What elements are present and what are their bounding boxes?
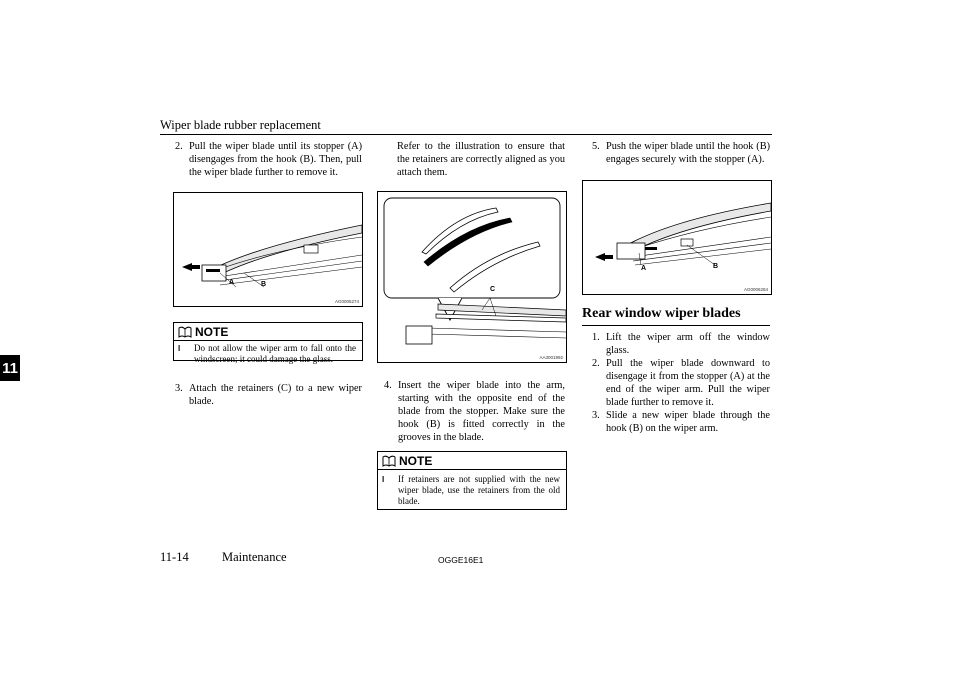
figure-code: AG0005274	[334, 299, 359, 304]
header-rule	[160, 134, 772, 135]
figure-wiper-install	[582, 180, 772, 295]
page-number: 11-14	[160, 550, 189, 564]
note-box-1	[173, 322, 363, 364]
step-text: Pull the wiper blade until its stopper (A) disengages from the hook (B). Then, pull the wiper blade further to remove it.	[189, 141, 362, 178]
note-box-2	[377, 451, 567, 510]
section-heading: Rear window wiper blades	[582, 306, 770, 326]
rear-wiper-steps	[592, 331, 770, 435]
step-number: 2.	[175, 141, 183, 152]
note-text: If retainers are not supplied with the new wiper blade, use the retainers from the old blade.	[398, 474, 560, 506]
document-code: OGGE16E1	[438, 555, 484, 565]
note-header	[174, 323, 362, 341]
retainer-illustration	[378, 192, 566, 362]
step-text: Pull the wiper blade downward to disengage it from the stopper (A) at the end of the wiper arm. Pull the wiper blade further to remove it.	[606, 358, 770, 408]
bullet-icon: l	[382, 475, 385, 484]
step-2	[175, 140, 362, 179]
figure-retainer-alignment	[377, 191, 567, 363]
label-a: A	[229, 279, 235, 286]
note-body	[174, 341, 362, 369]
step-text: Push the wiper blade until the hook (B) engages securely with the stopper (A).	[606, 141, 770, 165]
label-b: B	[261, 281, 267, 288]
step-text: Insert the wiper blade into the arm, starting with the opposite end of the blade from the stopper. Make sure the hook (B) is fitted correctly in the grooves in the blade.	[398, 380, 565, 443]
note-header	[378, 452, 566, 470]
step-4	[384, 379, 565, 444]
note-icon	[382, 455, 396, 467]
step-number: 1.	[592, 332, 600, 343]
step-5	[592, 140, 770, 166]
step-2	[592, 357, 770, 409]
step-number: 2.	[592, 358, 600, 369]
step-number: 3.	[175, 383, 183, 394]
step-3	[175, 382, 362, 408]
step-number: 5.	[592, 141, 600, 152]
wiper-blade-illustration	[174, 193, 362, 306]
chapter-tab: 11	[0, 355, 20, 381]
figure-wiper-removal	[173, 192, 363, 307]
wiper-blade-illustration	[583, 181, 771, 294]
note-text: Do not allow the wiper arm to fall onto the windscreen; it could damage the glass.	[194, 343, 356, 364]
figure-code: AA3001992	[539, 355, 563, 360]
note-title: NOTE	[399, 453, 433, 468]
step-1	[592, 331, 770, 357]
note-body	[378, 470, 566, 511]
label-c: C	[490, 286, 496, 293]
step-number: 4.	[384, 380, 392, 391]
step-number: 3.	[592, 410, 600, 421]
label-b: B	[713, 263, 719, 270]
bullet-icon: l	[178, 344, 181, 353]
note-title: NOTE	[195, 324, 229, 339]
section-name: Maintenance	[222, 550, 287, 564]
step-text: Lift the wiper arm off the window glass.	[606, 332, 770, 356]
figure-code: AG0006284	[743, 287, 768, 292]
step-text: Attach the retainers (C) to a new wiper blade.	[189, 383, 362, 407]
note-icon	[178, 326, 192, 338]
intro-paragraph: Refer to the illustration to ensure that the retainers are correctly aligned as you attach them.	[397, 141, 565, 178]
running-header: Wiper blade rubber replacement	[160, 118, 321, 132]
step-text: Slide a new wiper blade through the hook (B) on the wiper arm.	[606, 410, 770, 434]
label-a: A	[641, 265, 647, 272]
step-3	[592, 409, 770, 435]
